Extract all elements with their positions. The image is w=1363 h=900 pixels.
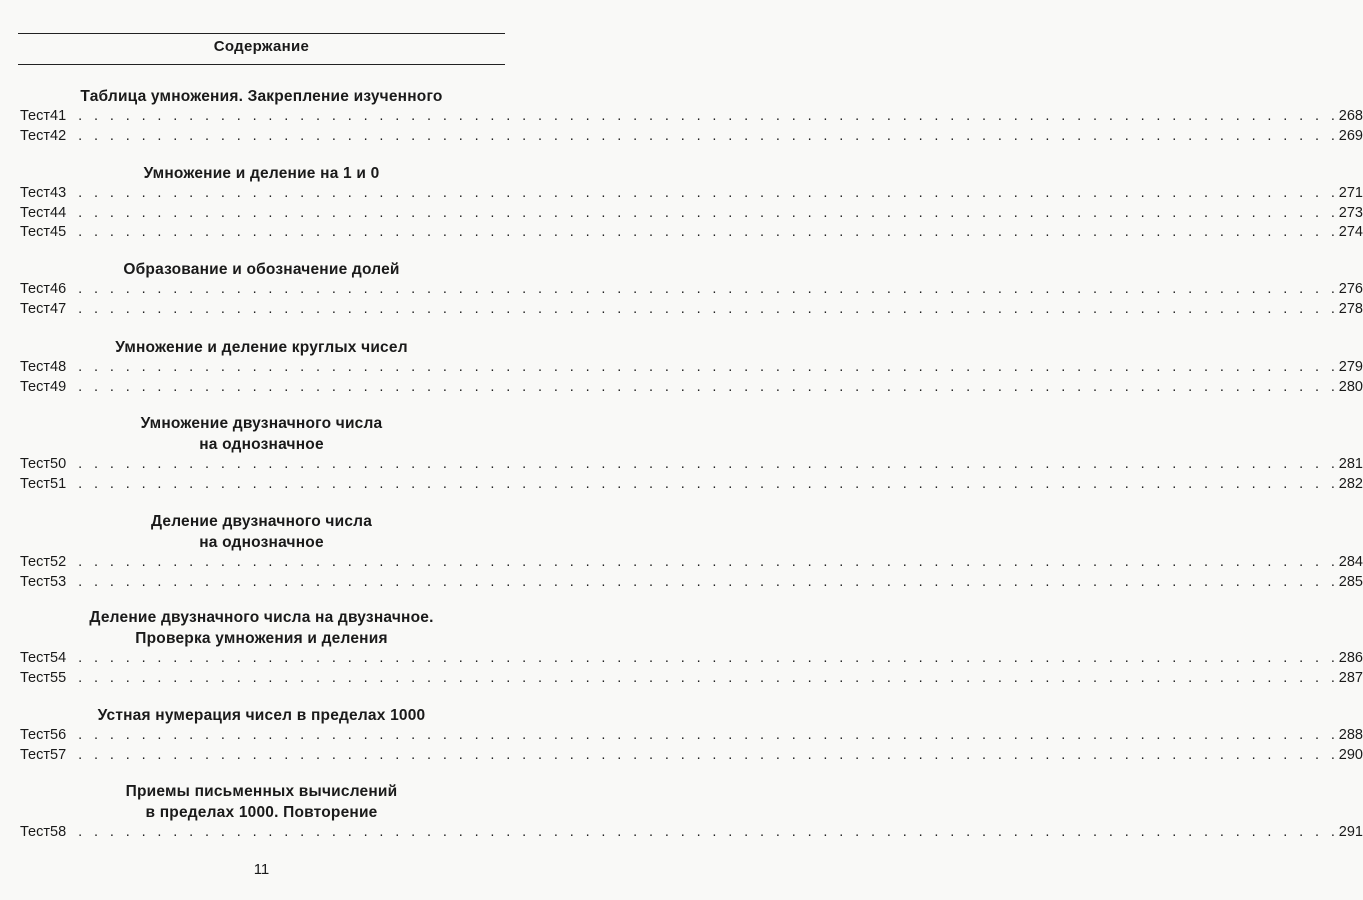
dot-leader: . . . . . . . . . . . . . . . . . . . . . . . . . . . . . . . . . . . . . . . . . . . . . . . . . . . . . . . . . . . . . . . . . . . . . . . . . . . . . . . . <box>78 185 1339 201</box>
dot-leader: . . . . . . . . . . . . . . . . . . . . . . . . . . . . . . . . . . . . . . . . . . . . . . . . . . . . . . . . . . . . . . . . . . . . . . . . . . . . . . . . <box>78 224 1339 240</box>
dot-leader: . . . . . . . . . . . . . . . . . . . . . . . . . . . . . . . . . . . . . . . . . . . . . . . . . . . . . . . . . . . . . . . . . . . . . . . . . . . . . . . . <box>78 108 1339 124</box>
entry-label: Тест <box>20 300 50 317</box>
test-number: 56 <box>50 727 67 743</box>
header-top-rule <box>18 33 505 34</box>
test-number: 41 <box>50 108 67 124</box>
page-reference: 281 <box>1338 456 1363 472</box>
toc-entry[interactable] <box>20 127 1363 147</box>
dot-leader: . . . . . . . . . . . . . . . . . . . . . . . . . . . . . . . . . . . . . . . . . . . . . . . . . . . . . . . . . . . . . . . . . . . . . . . . . . . . . . . . <box>78 300 1339 317</box>
toc-entry[interactable] <box>20 204 1363 224</box>
header-bottom-rule <box>18 64 505 65</box>
entry-label: Тест <box>20 554 50 570</box>
test-number: 52 <box>50 554 67 570</box>
entry-label: Тест <box>20 746 50 763</box>
dot-leader: . . . . . . . . . . . . . . . . . . . . . . . . . . . . . . . . . . . . . . . . . . . . . . . . . . . . . . . . . . . . . . . . . . . . . . . . . . . . . . . . <box>78 359 1339 375</box>
toc-entry[interactable] <box>20 823 1363 843</box>
entry-label: Тест <box>20 185 50 201</box>
test-number: 50 <box>50 456 67 472</box>
entry-label: Тест <box>20 204 50 221</box>
toc-section <box>20 511 1363 592</box>
section-title: Таблица умножения. Закрепление изученного <box>80 88 443 105</box>
toc-entry[interactable] <box>20 358 1363 378</box>
section-title: Умножение двузначного числа на однозначное <box>140 415 383 453</box>
entry-label: Тест <box>20 108 50 124</box>
page-reference: 290 <box>1338 746 1363 763</box>
page-reference: 282 <box>1338 475 1363 492</box>
toc-entry[interactable] <box>20 649 1363 669</box>
toc-section <box>20 259 1363 319</box>
test-number: 53 <box>50 573 67 590</box>
test-number: 55 <box>50 669 67 686</box>
page-reference: 269 <box>1338 127 1363 144</box>
page-reference: 278 <box>1338 300 1363 317</box>
page-reference: 273 <box>1338 204 1363 221</box>
page-reference: 286 <box>1338 650 1363 666</box>
toc-section <box>20 337 1363 397</box>
page-reference: 279 <box>1338 359 1363 375</box>
entry-label: Тест <box>20 669 50 686</box>
entry-label: Тест <box>20 475 50 492</box>
toc-entry[interactable] <box>20 726 1363 746</box>
entry-label: Тест <box>20 824 50 840</box>
toc-entry[interactable] <box>20 300 1363 320</box>
page-reference: 276 <box>1338 281 1363 297</box>
toc-entry[interactable] <box>20 378 1363 398</box>
dot-leader: . . . . . . . . . . . . . . . . . . . . . . . . . . . . . . . . . . . . . . . . . . . . . . . . . . . . . . . . . . . . . . . . . . . . . . . . . . . . . . . . <box>78 127 1339 144</box>
entry-label: Тест <box>20 573 50 590</box>
test-number: 54 <box>50 650 67 666</box>
dot-leader: . . . . . . . . . . . . . . . . . . . . . . . . . . . . . . . . . . . . . . . . . . . . . . . . . . . . . . . . . . . . . . . . . . . . . . . . . . . . . . . . <box>78 378 1339 395</box>
dot-leader: . . . . . . . . . . . . . . . . . . . . . . . . . . . . . . . . . . . . . . . . . . . . . . . . . . . . . . . . . . . . . . . . . . . . . . . . . . . . . . . . <box>78 456 1339 472</box>
dot-leader: . . . . . . . . . . . . . . . . . . . . . . . . . . . . . . . . . . . . . . . . . . . . . . . . . . . . . . . . . . . . . . . . . . . . . . . . . . . . . . . . <box>78 204 1339 221</box>
dot-leader: . . . . . . . . . . . . . . . . . . . . . . . . . . . . . . . . . . . . . . . . . . . . . . . . . . . . . . . . . . . . . . . . . . . . . . . . . . . . . . . . <box>78 669 1339 686</box>
entry-label: Тест <box>20 650 50 666</box>
toc-section <box>20 781 1363 843</box>
section-title: Приемы письменных вычислений в пределах 1000. Повторение <box>125 783 398 821</box>
dot-leader: . . . . . . . . . . . . . . . . . . . . . . . . . . . . . . . . . . . . . . . . . . . . . . . . . . . . . . . . . . . . . . . . . . . . . . . . . . . . . . . . <box>78 281 1339 297</box>
toc-entry[interactable] <box>20 107 1363 127</box>
section-title: Деление двузначного числа на двузначное. Проверка умножения и деления <box>89 609 434 647</box>
toc-entry[interactable] <box>20 669 1363 689</box>
entry-label: Тест <box>20 727 50 743</box>
test-number: 44 <box>50 204 67 221</box>
entry-label: Тест <box>20 456 50 472</box>
section-title: Деление двузначного числа на однозначное <box>150 513 373 551</box>
toc-section <box>20 705 1363 765</box>
entry-label: Тест <box>20 281 50 297</box>
test-number: 43 <box>50 185 67 201</box>
dot-leader: . . . . . . . . . . . . . . . . . . . . . . . . . . . . . . . . . . . . . . . . . . . . . . . . . . . . . . . . . . . . . . . . . . . . . . . . . . . . . . . . <box>78 475 1339 492</box>
toc-entry[interactable] <box>20 280 1363 300</box>
page-reference: 274 <box>1338 224 1363 240</box>
test-number: 42 <box>50 127 67 144</box>
page-reference: 288 <box>1338 727 1363 743</box>
dot-leader: . . . . . . . . . . . . . . . . . . . . . . . . . . . . . . . . . . . . . . . . . . . . . . . . . . . . . . . . . . . . . . . . . . . . . . . . . . . . . . . . <box>78 746 1339 763</box>
page-reference: 285 <box>1338 573 1363 590</box>
test-number: 47 <box>50 300 67 317</box>
test-number: 46 <box>50 281 67 297</box>
page-reference: 280 <box>1338 378 1363 395</box>
page-reference: 287 <box>1338 669 1363 686</box>
dot-leader: . . . . . . . . . . . . . . . . . . . . . . . . . . . . . . . . . . . . . . . . . . . . . . . . . . . . . . . . . . . . . . . . . . . . . . . . . . . . . . . . <box>78 573 1339 590</box>
toc-entry[interactable] <box>20 455 1363 475</box>
toc-entry[interactable] <box>20 746 1363 766</box>
page-reference: 284 <box>1338 554 1363 570</box>
toc-entry[interactable] <box>20 573 1363 593</box>
page-reference: 268 <box>1338 108 1363 124</box>
test-number: 48 <box>50 359 67 375</box>
toc-section <box>20 413 1363 494</box>
page-reference: 271 <box>1338 185 1363 201</box>
test-number: 49 <box>50 378 67 395</box>
page-number: 11 <box>253 861 270 878</box>
entry-label: Тест <box>20 224 50 240</box>
section-title: Образование и обозначение долей <box>123 261 400 278</box>
entry-label: Тест <box>20 359 50 375</box>
test-number: 58 <box>50 824 67 840</box>
section-title: Умножение и деление на 1 и 0 <box>143 165 380 182</box>
toc-entry[interactable] <box>20 475 1363 495</box>
toc-entry[interactable] <box>20 223 1363 243</box>
section-title: Умножение и деление круглых чисел <box>115 339 408 356</box>
toc-entry[interactable] <box>20 184 1363 204</box>
dot-leader: . . . . . . . . . . . . . . . . . . . . . . . . . . . . . . . . . . . . . . . . . . . . . . . . . . . . . . . . . . . . . . . . . . . . . . . . . . . . . . . . <box>78 727 1339 743</box>
toc-section <box>20 163 1363 243</box>
section-title: Устная нумерация чисел в пределах 1000 <box>97 707 426 724</box>
dot-leader: . . . . . . . . . . . . . . . . . . . . . . . . . . . . . . . . . . . . . . . . . . . . . . . . . . . . . . . . . . . . . . . . . . . . . . . . . . . . . . . . <box>78 650 1339 666</box>
test-number: 57 <box>50 746 67 763</box>
dot-leader: . . . . . . . . . . . . . . . . . . . . . . . . . . . . . . . . . . . . . . . . . . . . . . . . . . . . . . . . . . . . . . . . . . . . . . . . . . . . . . . . <box>78 554 1339 570</box>
dot-leader: . . . . . . . . . . . . . . . . . . . . . . . . . . . . . . . . . . . . . . . . . . . . . . . . . . . . . . . . . . . . . . . . . . . . . . . . . . . . . . . . <box>78 824 1339 840</box>
test-number: 45 <box>50 224 67 240</box>
toc-section <box>20 607 1363 688</box>
toc-section <box>20 86 1363 146</box>
test-number: 51 <box>50 475 67 492</box>
entry-label: Тест <box>20 378 50 395</box>
entry-label: Тест <box>20 127 50 144</box>
page-title: Содержание <box>213 38 310 55</box>
page-reference: 291 <box>1338 824 1363 840</box>
toc-entry[interactable] <box>20 553 1363 573</box>
